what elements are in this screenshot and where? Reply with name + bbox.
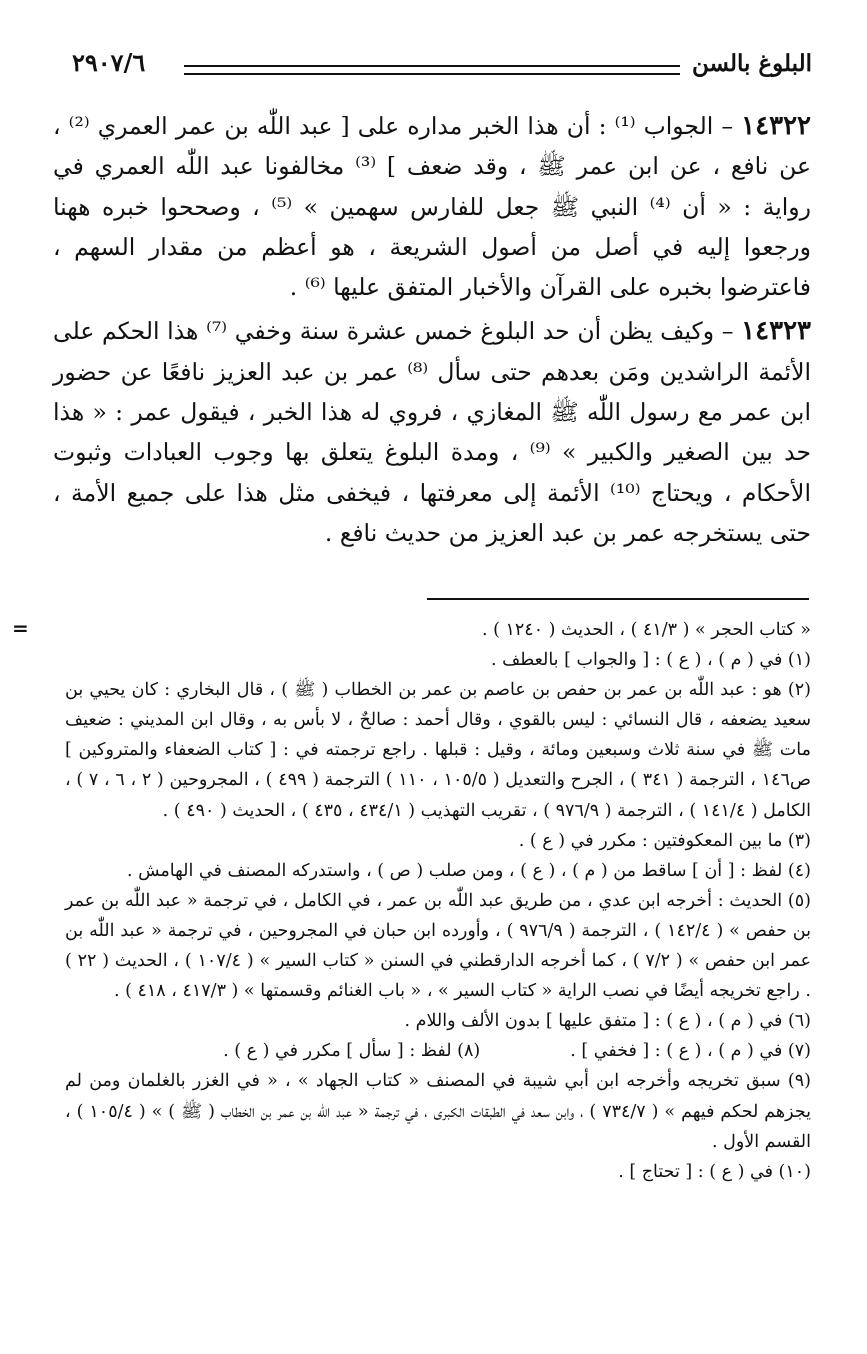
footnote-continued-marker: = bbox=[12, 616, 29, 640]
footnote-continued: « كتاب الحجر » ( ٤١/٣ ) ، الحديث ( ١٢٤٠ ) . bbox=[481, 620, 811, 640]
footnote-2: (٢) هو : عبد اللّٰه بن عمر بن حفص بن عاصم بن عمر بن الخطاب ( ﷺ ) ، قال البخاري : كان يحيي بن سعيد يضعفه ، قال النسائي : ليس بالقوي ، وقال أحمد : صالحٌ ، لا بأس به ، وقال ابن المديني : ضعيف مات ﷺ في سنة ثلاث وسبعين ومائة ، وقيل : قبلها . راجع ترجمته في : [ كتاب الضعفاء والمتروكين ] ص١٤٦ ، الترجمة ( ٣٤١ ) ، الجرح والتعديل ( ١٠٥/٥ ، ١١٠ ) الترجمة ( ٤٩٩ ) ، المجروحين ( ٢ ، ٦ ، ٧ ) ، الكامل ( ١٤١/٤ ) ، الترجمة ( ٩٧٦/٩ ) ، تقريب التهذيب ( ٤٣٤/١ ، ٤٣٥ ) ، الحديث ( ٤٩٠ ) . bbox=[65, 680, 812, 821]
page-header bbox=[72, 50, 812, 90]
footnote-1: (١) في ( م ) ، ( ع ) : [ والجواب ] بالعطف . bbox=[490, 650, 811, 671]
running-title: البلوغ بالسن bbox=[691, 50, 812, 77]
paragraph-text: – الجواب ⁽¹⁾ : أن هذا الخبر مداره على [ عبد اللّٰه بن عمر العمري ⁽²⁾ ، عن نافع ، عن ابن عمر ﷺ ، وقد ضعف ] ⁽³⁾ مخالفونا عبد اللّٰه العمري في رواية : « أن ⁽⁴⁾ النبي ﷺ جعل للفارس سهمين » ⁽⁵⁾ ، وصححوا خبره ههنا ورجعوا إليه في أصل من أصول الشريعة ، هو أعظم من مقدار السهم ، فاعترضوا بخبره على القرآن والأخبار المتفق عليها ⁽⁶⁾ . bbox=[53, 112, 811, 302]
paragraph-14322 bbox=[53, 106, 811, 307]
footnotes bbox=[65, 615, 811, 1187]
footnote-3: (٣) ما بين المعكوفتين : مكرر في ( ع ) . bbox=[518, 830, 811, 851]
footnote-9: (٩) سبق تخريجه وأخرجه ابن أبي شيبة في المصنف « كتاب الجهاد » ، « في الغزر بالغلمان ومن لم يجزهم لحكم فيهم » ( ٧٣٤/٧ ) ، وابن سعد في الطبقات الكبرى ، في ترجمة « عبد اللّٰه بن عمر بن الخطاب ( ﷺ ) » ( ١٠٥/٤ ) ، القسم الأول . bbox=[65, 1071, 811, 1152]
paragraph-14323 bbox=[53, 311, 811, 553]
footnote-7: (٧) في ( م ) ، ( ع ) : [ فخفي ] . bbox=[570, 1041, 811, 1062]
footnote-row bbox=[65, 1036, 811, 1066]
footnote-6: (٦) في ( م ) ، ( ع ) : [ متفق عليها ] بدون الألف واللام . bbox=[404, 1011, 811, 1032]
main-text bbox=[53, 106, 811, 557]
footnote-4: (٤) لفظ : [ أن ] ساقط من ( م ) ، ( ع ) ، ومن صلب ( ص ) ، واستدركه المصنف في الهامش . bbox=[126, 860, 811, 881]
paragraph-text: – وكيف يظن أن حد البلوغ خمس عشرة سنة وخفي ⁽⁷⁾ هذا الحكم على الأئمة الراشدين ومَن بعدهم حتى سأل ⁽⁸⁾ عمر بن عبد العزيز نافعًا عن حضور ابن عمر مع رسول اللّٰه ﷺ المغازي ، فروي له هذا الخبر ، فيقول عمر : « هذا حد بين الصغير والكبير » ⁽⁹⁾ ، ومدة البلوغ يتعلق بها وجوب العبادات وثبوت الأحكام ، ويحتاج ⁽¹⁰⁾ الأئمة إلى معرفتها ، فيخفى مثل هذا على جميع الأمة ، حتى يستخرجه عمر بن عبد العزيز من حديث نافع . bbox=[53, 317, 812, 547]
footnote-8: (٨) لفظ : [ سأل ] مكرر في ( ع ) . bbox=[223, 1041, 481, 1062]
footnote-separator bbox=[427, 598, 809, 600]
header-rule bbox=[184, 65, 680, 75]
paragraph-number: ١٤٣٢٢ bbox=[741, 111, 811, 141]
footnote-5: (٥) الحديث : أخرجه ابن عدي ، من طريق عبد اللّٰه بن عمر ، في الكامل ، في ترجمة « عبد اللّٰه بن عمر بن حفص » ( ١٤٢/٤ ) ، الترجمة ( ٩٧٦/٩ ) ، وأورده ابن حبان في المجروحين ، في ترجمة « عبد اللّٰه بن عمر ابن حفص » ( ٧/٢ ) ، كما أخرجه الدارقطني في السنن « كتاب السير » ( ١٠٧/٤ ) ، الحديث ( ٢٢ ) . راجع تخريجه أيضًا في نصب الراية « كتاب السير » ، « باب الغنائم وقسمتها » ( ٤١٧/٣ ، ٤١٨ ) . bbox=[65, 890, 812, 1002]
page-number: ٢٩٠٧/٦ bbox=[72, 48, 146, 77]
paragraph-number: ١٤٣٢٣ bbox=[741, 316, 811, 347]
footnote-10: (١٠) في ( ع ) : [ تحتاج ] . bbox=[618, 1161, 811, 1182]
